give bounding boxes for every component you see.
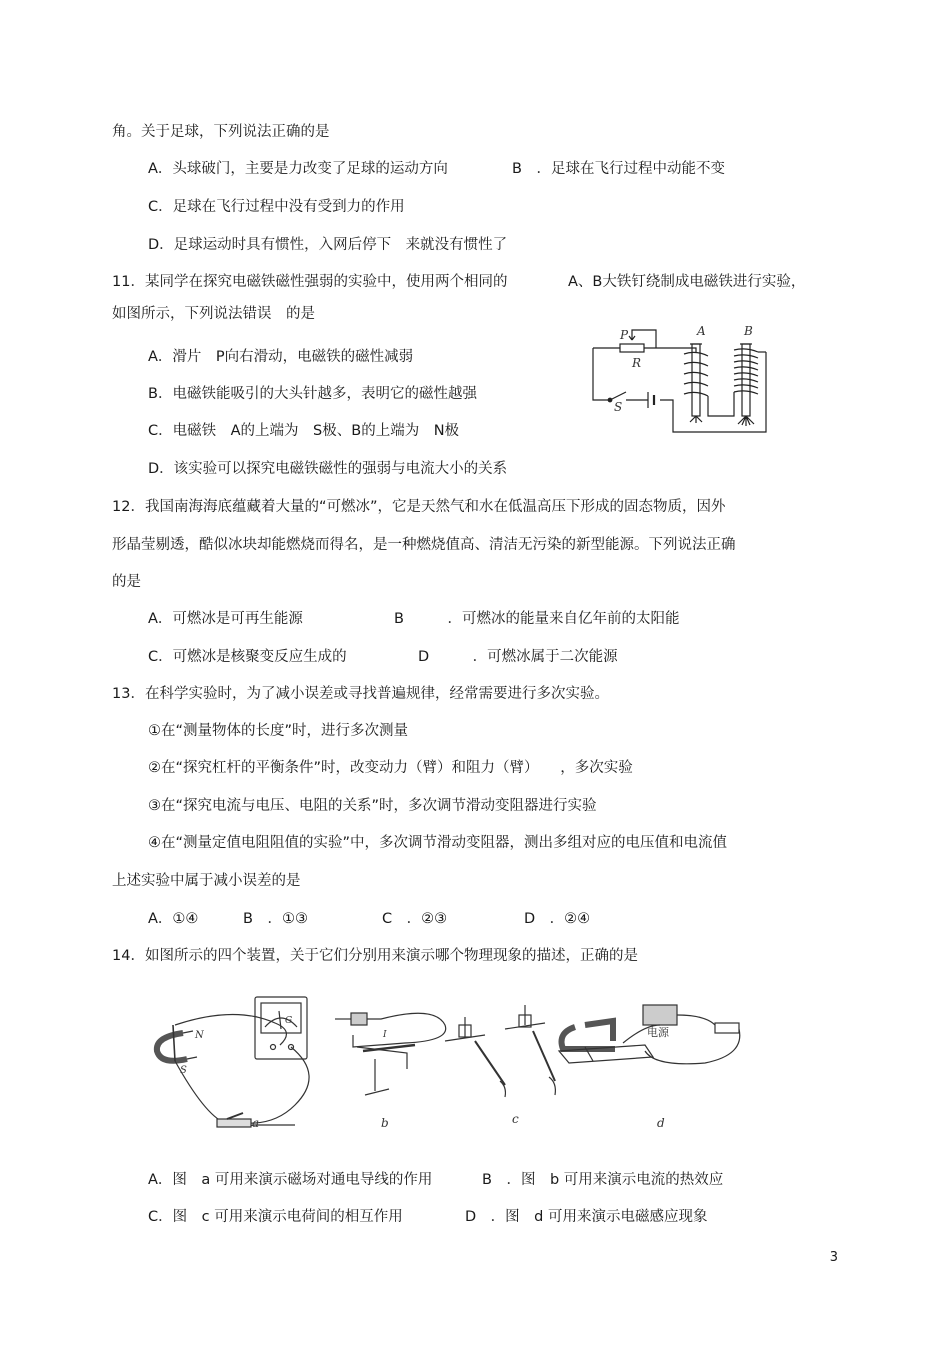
q13-option-c: C ．②③ bbox=[382, 911, 448, 927]
q13-item-3: ③在“探究电流与电压、电阻的关系”时，多次调节滑动变阻器进行实验 bbox=[148, 798, 597, 814]
fig-label-s: S bbox=[614, 400, 623, 414]
q10-option-c: C．足球在飞行过程中没有受到力的作用 bbox=[148, 199, 405, 215]
q10-option-a: A．头球破门，主要是力改变了足球的运动方向 bbox=[148, 161, 448, 177]
q11-stem-2: 如图所示，下列说法错误 的是 bbox=[112, 306, 315, 322]
q11-option-c: C．电磁铁 A的上端为 S极、B的上端为 N极 bbox=[148, 423, 460, 439]
q13-stem: 13．在科学实验时，为了减小误差或寻找普遍规律，经常需要进行多次实验。 bbox=[112, 686, 609, 702]
q13-option-b: B ．①③ bbox=[243, 911, 308, 927]
fig-label-g: G bbox=[285, 1016, 293, 1026]
q11-option-a: A．滑片 P向右滑动，电磁铁的磁性减弱 bbox=[148, 349, 414, 365]
q14-option-d: D ．图 d 可用来演示电磁感应现象 bbox=[465, 1209, 708, 1225]
q14-option-a: A．图 a 可用来演示磁场对通电导线的作用 bbox=[148, 1172, 433, 1188]
fig-label-i: I bbox=[383, 1030, 387, 1040]
q12-option-a: A．可燃冰是可再生能源 bbox=[148, 611, 303, 627]
fig-label-a: a bbox=[252, 1116, 260, 1130]
fig-label-s: S bbox=[180, 1065, 187, 1076]
fig-label-b: b bbox=[381, 1116, 389, 1130]
q13-option-d: D ．②④ bbox=[524, 911, 591, 927]
electromagnet-circuit-figure bbox=[588, 322, 788, 442]
q13-item-1: ①在“测量物体的长度”时，进行多次测量 bbox=[148, 723, 409, 739]
q11-stem-1a: 11．某同学在探究电磁铁磁性强弱的实验中，使用两个相同的 bbox=[112, 274, 508, 290]
fig-label-c: c bbox=[512, 1112, 519, 1126]
q14-stem: 14．如图所示的四个装置，关于它们分别用来演示哪个物理现象的描述，正确的是 bbox=[112, 948, 638, 964]
page-number: 3 bbox=[829, 1250, 838, 1265]
fig-label-n: N bbox=[195, 1030, 204, 1041]
q10-option-d: D．足球运动时具有惯性，入网后停下 来就没有惯性了 bbox=[148, 237, 508, 253]
q11-option-d: D．该实验可以探究电磁铁磁性的强弱与电流大小的关系 bbox=[148, 461, 508, 477]
q13-item-4: ④在“测量定值电阻阻值的实验”中，多次调节滑动变阻器，测出多组对应的电压值和电流值 bbox=[148, 835, 728, 851]
q13-option-a: A．①④ bbox=[148, 911, 199, 927]
q11-stem-1b: A、B大铁钉绕制成电磁铁进行实验， bbox=[568, 274, 806, 290]
q12-option-d: D ．可燃冰属于二次能源 bbox=[418, 649, 618, 665]
q10-continuation: 角。关于足球，下列说法正确的是 bbox=[112, 124, 330, 140]
fig-label-power: 电源 bbox=[647, 1026, 669, 1039]
four-devices-figure bbox=[145, 985, 745, 1125]
q12-option-c: C．可燃冰是核聚变反应生成的 bbox=[148, 649, 347, 665]
q10-option-b: B ．足球在飞行过程中动能不变 bbox=[512, 161, 725, 177]
fig-label-p: P bbox=[620, 328, 629, 342]
q12-option-b: B ．可燃冰的能量来自亿年前的太阳能 bbox=[394, 611, 680, 627]
q12-stem-2: 形晶莹剔透，酷似冰块却能燃烧而得名，是一种燃烧值高、清洁无污染的新型能源。下列说法正确 bbox=[112, 537, 736, 553]
fig-label-b: B bbox=[744, 324, 753, 338]
q14-option-b: B ．图 b 可用来演示电流的热效应 bbox=[482, 1172, 724, 1188]
q12-stem-1: 12．我国南海海底蕴藏着大量的“可燃冰”，它是天然气和水在低温高压下形成的固态物质，因外 bbox=[112, 499, 726, 515]
q11-option-b: B．电磁铁能吸引的大头针越多，表明它的磁性越强 bbox=[148, 386, 477, 402]
fig-label-r: R bbox=[632, 356, 642, 370]
fig-label-d: d bbox=[657, 1116, 665, 1130]
q14-option-c: C．图 c 可用来演示电荷间的相互作用 bbox=[148, 1209, 403, 1225]
q13-item-2: ②在“探究杠杆的平衡条件”时，改变动力（臂）和阻力（臂） ，多次实验 bbox=[148, 760, 633, 776]
q12-stem-3: 的是 bbox=[112, 574, 141, 590]
q13-stem-2: 上述实验中属于减小误差的是 bbox=[112, 873, 301, 889]
fig-label-a: A bbox=[697, 324, 706, 338]
